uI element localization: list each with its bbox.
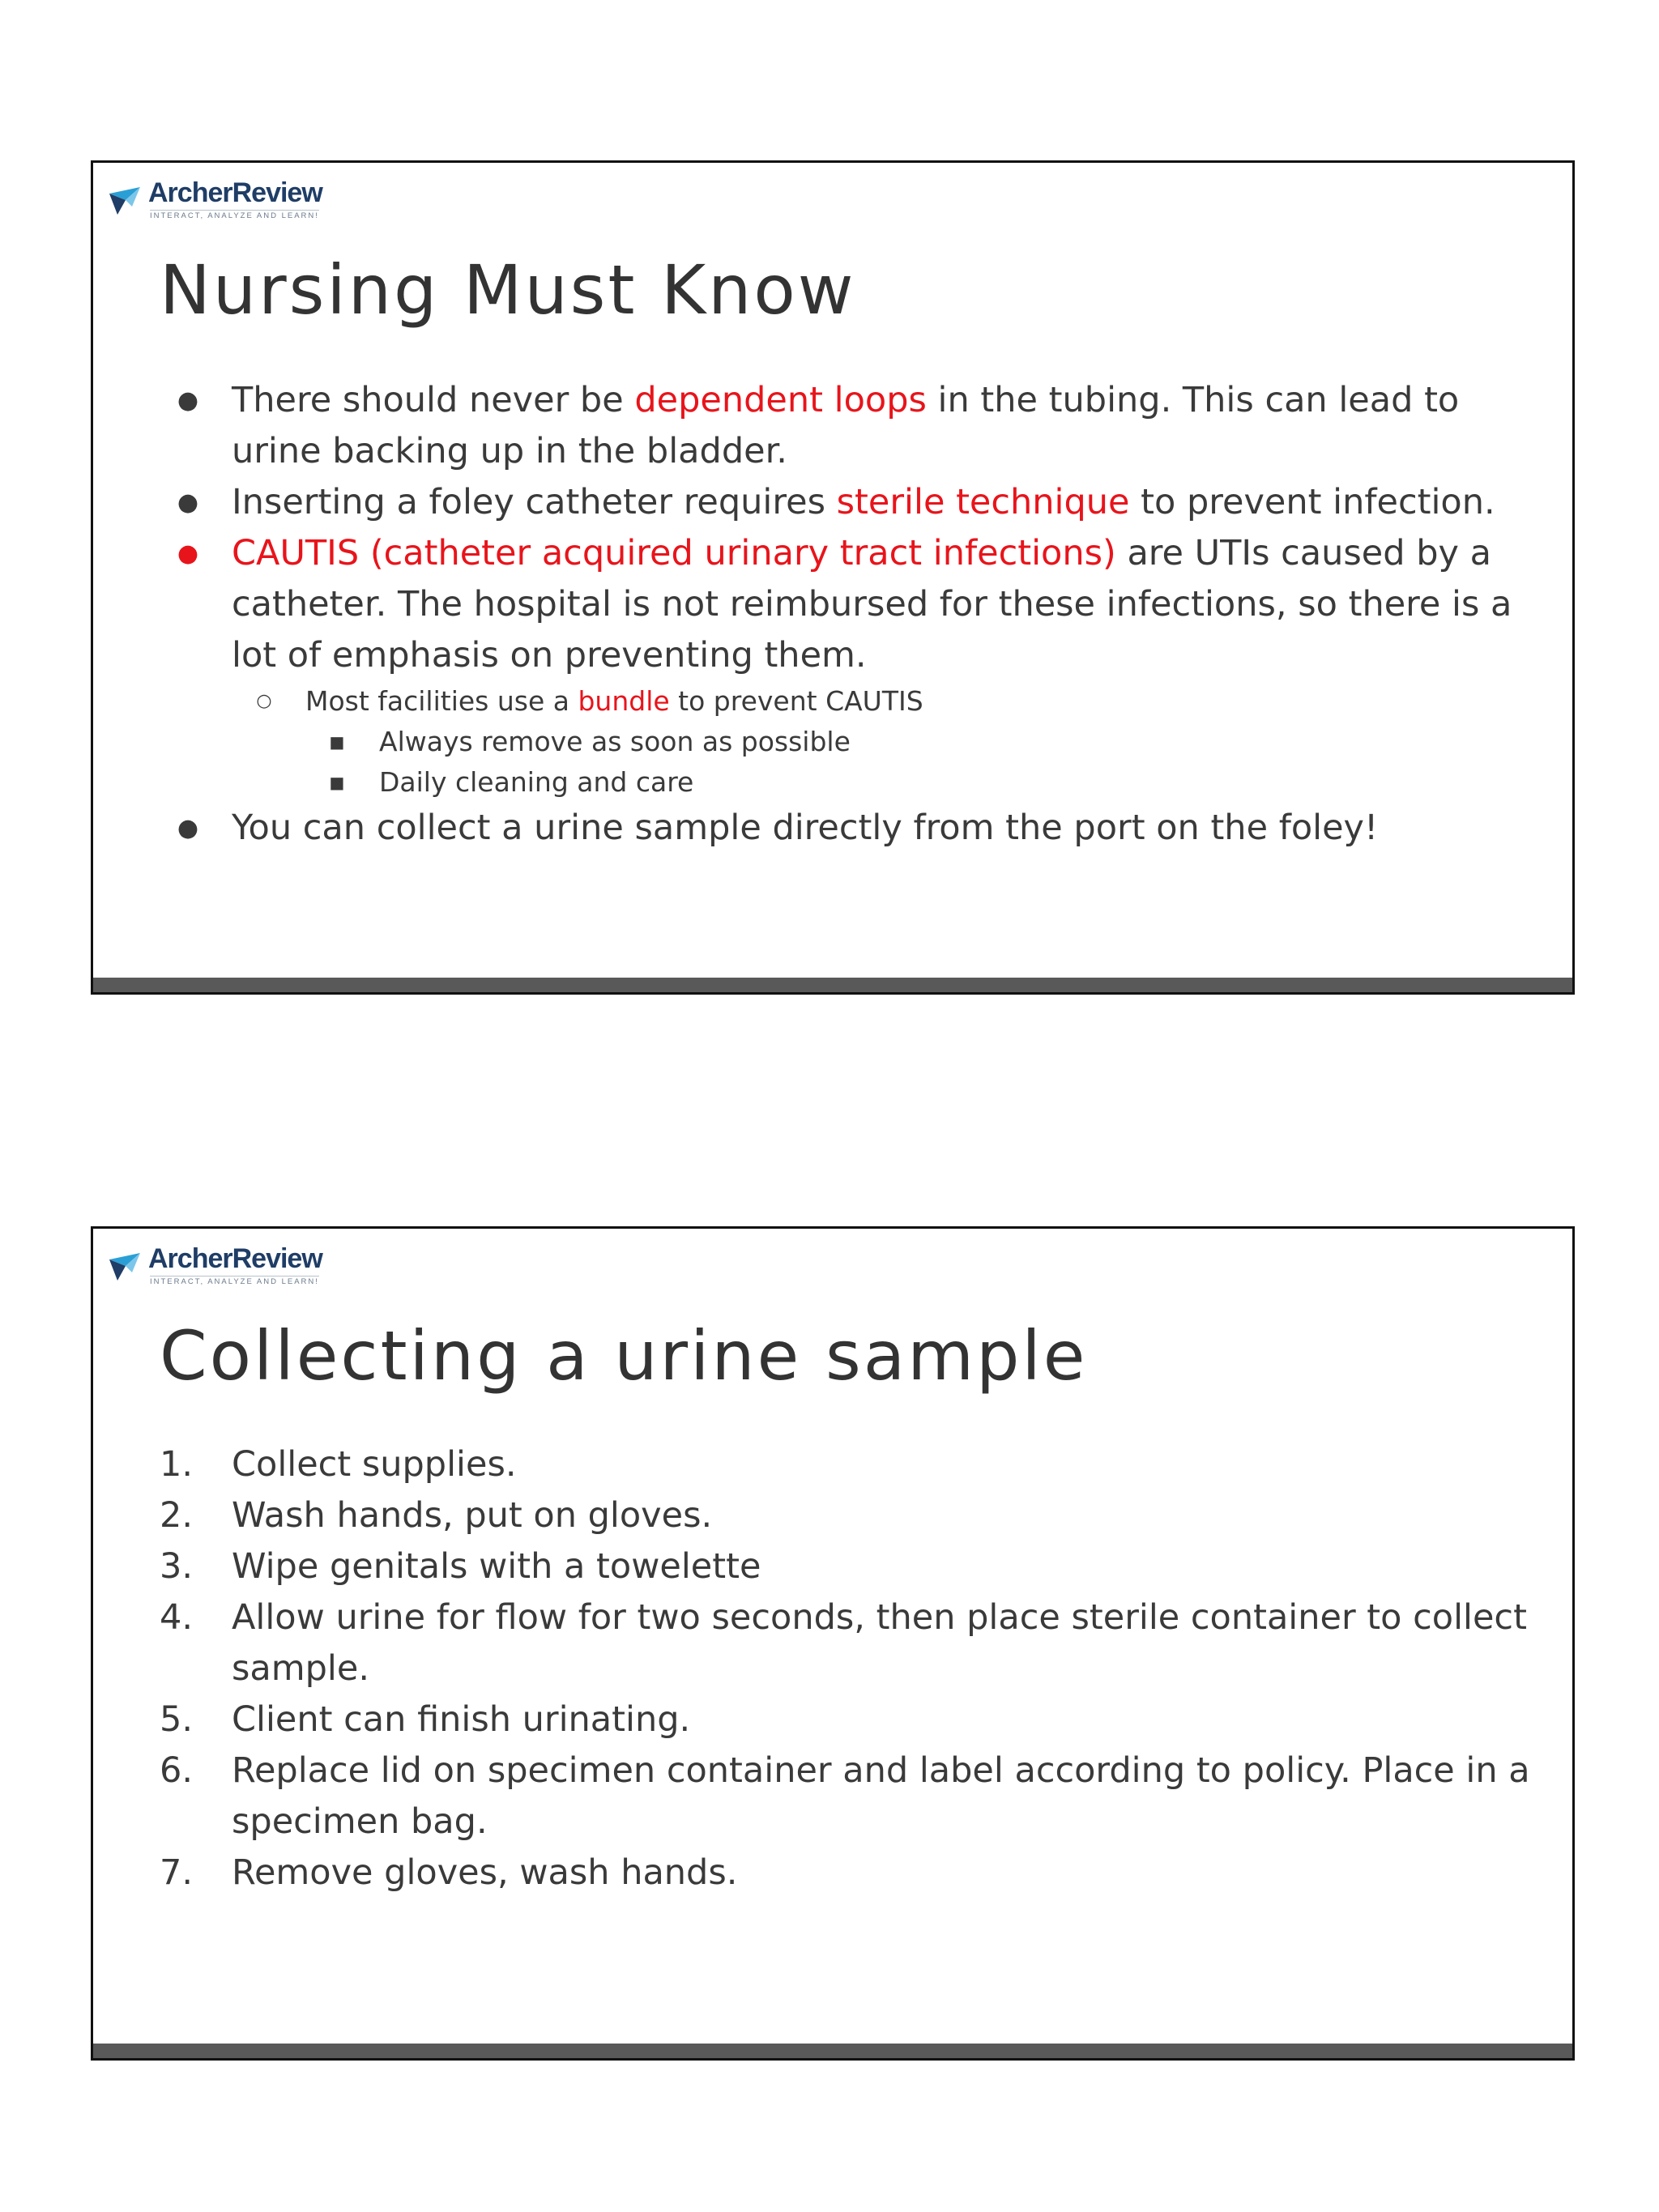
archer-arrow-icon bbox=[108, 182, 143, 218]
highlight-text: CAUTIS (catheter acquired urinary tract infections) bbox=[232, 533, 1116, 573]
list-item bbox=[160, 375, 1537, 477]
archer-arrow-icon bbox=[108, 1248, 143, 1284]
square-marker: ■ bbox=[329, 732, 345, 752]
step-number: 6. bbox=[160, 1750, 194, 1791]
step-text: Wipe genitals with a towelette bbox=[232, 1546, 761, 1587]
list-item bbox=[160, 1848, 1537, 1899]
square-marker: ■ bbox=[329, 773, 345, 792]
step-number: 7. bbox=[160, 1852, 194, 1893]
sub-text: to prevent CAUTIS bbox=[669, 685, 923, 717]
step-text: Remove gloves, wash hands. bbox=[232, 1852, 738, 1893]
slide-nursing-must-know bbox=[91, 160, 1575, 995]
bullet-text: There should never be bbox=[232, 380, 635, 420]
bullet-text: Inserting a foley catheter requires bbox=[232, 482, 837, 522]
sub-sub-list-item bbox=[305, 722, 1537, 762]
bullet-marker: ● bbox=[177, 386, 199, 415]
step-number: 2. bbox=[160, 1495, 194, 1536]
step-text: Wash hands, put on gloves. bbox=[232, 1495, 713, 1536]
logo-tagline: INTERACT, ANALYZE AND LEARN! bbox=[150, 211, 319, 220]
step-number: 3. bbox=[160, 1546, 194, 1587]
archer-review-logo bbox=[108, 1242, 351, 1290]
sub-sub-text: Daily cleaning and care bbox=[379, 766, 694, 798]
highlight-text: dependent loops bbox=[634, 380, 927, 420]
numbered-steps-list bbox=[160, 1439, 1537, 1899]
bullet-marker: ● bbox=[177, 814, 199, 842]
list-item bbox=[160, 1541, 1537, 1592]
sub-list-item bbox=[232, 681, 1537, 803]
bullet-marker: ● bbox=[177, 488, 199, 517]
slide-title: Collecting a urine sample bbox=[160, 1316, 1088, 1396]
step-number: 5. bbox=[160, 1699, 194, 1740]
hollow-circle-marker: ○ bbox=[256, 691, 272, 711]
list-item bbox=[160, 803, 1537, 854]
list-item bbox=[160, 1490, 1537, 1541]
list-item bbox=[160, 1592, 1537, 1694]
bullet-text: You can collect a urine sample directly from the port on the foley! bbox=[232, 808, 1379, 848]
step-text: Allow urine for flow for two seconds, then place sterile container to collect sample. bbox=[232, 1597, 1527, 1689]
logo-tagline: INTERACT, ANALYZE AND LEARN! bbox=[150, 1277, 319, 1286]
sub-sub-text: Always remove as soon as possible bbox=[379, 726, 851, 757]
bullet-text: are UTIs caused by a catheter. The hospital is not reimbursed for these infections, so there is a lot of emphasis on preventing them. bbox=[232, 533, 1512, 676]
sub-sub-list-item bbox=[305, 762, 1537, 803]
bullet-list bbox=[160, 375, 1537, 854]
bullet-text: to prevent infection. bbox=[1129, 482, 1495, 522]
bullet-text: in the tubing. This can lead to urine backing up in the bladder. bbox=[232, 380, 1460, 471]
highlight-text: bundle bbox=[578, 685, 670, 717]
logo-brand-text: ArcherReview bbox=[148, 177, 322, 208]
highlight-text: sterile technique bbox=[836, 482, 1130, 522]
sub-list bbox=[232, 681, 1537, 803]
list-item bbox=[160, 1439, 1537, 1490]
slide-footer-bar bbox=[93, 978, 1572, 992]
logo-brand-text: ArcherReview bbox=[148, 1243, 322, 1274]
step-number: 4. bbox=[160, 1597, 194, 1638]
list-item bbox=[160, 477, 1537, 528]
step-text: Client can finish urinating. bbox=[232, 1699, 691, 1740]
slide-footer-bar bbox=[93, 2044, 1572, 2058]
list-item bbox=[160, 528, 1537, 803]
slide-collecting-urine-sample bbox=[91, 1226, 1575, 2061]
bullet-marker: ● bbox=[177, 539, 199, 568]
list-item bbox=[160, 1694, 1537, 1745]
step-text: Replace lid on specimen container and label according to policy. Place in a specimen bag. bbox=[232, 1750, 1530, 1842]
step-text: Collect supplies. bbox=[232, 1444, 517, 1485]
archer-review-logo bbox=[108, 176, 351, 224]
sub-sub-list bbox=[305, 722, 1537, 803]
sub-text: Most facilities use a bbox=[305, 685, 578, 717]
slide-title: Nursing Must Know bbox=[160, 250, 856, 330]
step-number: 1. bbox=[160, 1444, 194, 1485]
list-item bbox=[160, 1745, 1537, 1848]
